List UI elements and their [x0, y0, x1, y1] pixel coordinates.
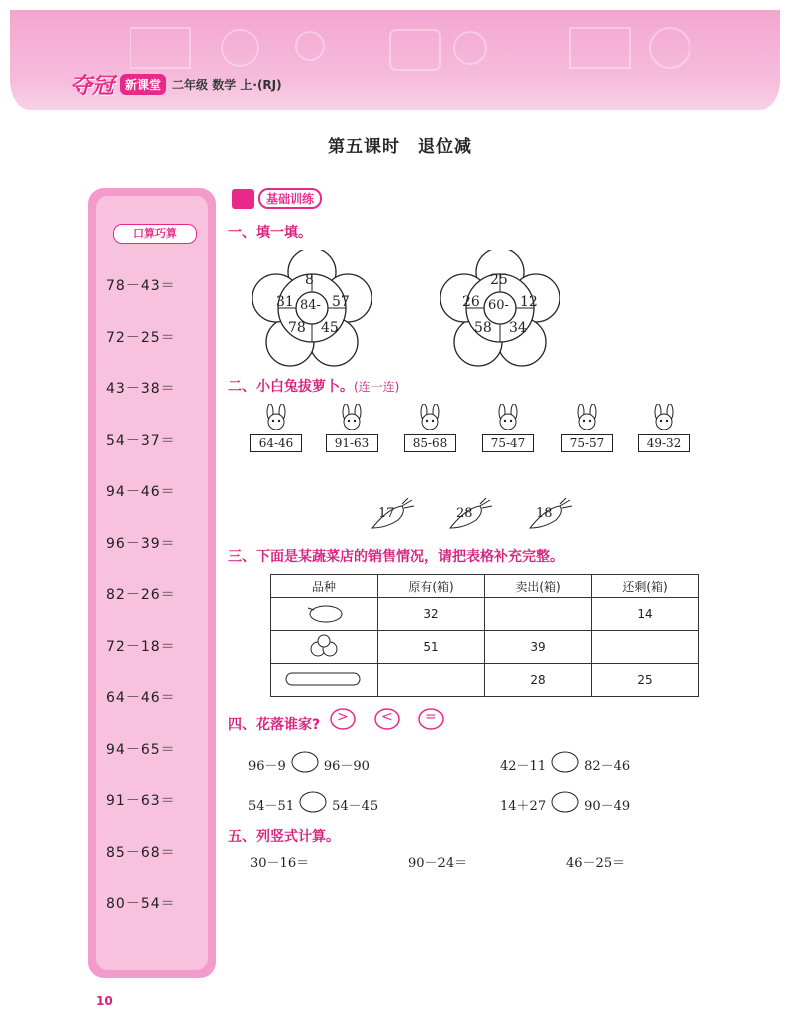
q3-heading: 三、下面是某蔬菜店的销售情况，请把表格补充完整。 — [228, 549, 564, 565]
compare-right: 54－45 — [332, 798, 379, 814]
section-badge-label: 基础训练 — [258, 188, 322, 209]
petal-value: 45 — [321, 320, 339, 336]
bunny-expression: 85-68 — [404, 434, 456, 452]
bunny-expression: 64-46 — [250, 434, 302, 452]
calc-problem: 30－16＝ — [250, 856, 310, 871]
table-header: 原有(箱) — [378, 575, 485, 598]
compare-left: 14＋27 — [500, 798, 547, 814]
petal-value: 58 — [474, 320, 492, 336]
table-cell-original: 32 — [378, 598, 485, 631]
compare-left: 96－9 — [248, 758, 286, 774]
rabbit-icon — [567, 404, 607, 430]
stationery-decor-icon — [130, 18, 690, 78]
table-header: 卖出(箱) — [485, 575, 592, 598]
oral-problem: 54－37＝ — [106, 432, 176, 449]
flower-1 — [252, 250, 372, 370]
bunny-card — [482, 404, 534, 452]
petal-value: 31 — [276, 294, 294, 310]
compare-item — [248, 790, 378, 818]
compare-right: 82－46 — [584, 758, 631, 774]
brand-logo: 夺冠 — [70, 73, 115, 99]
blank-flower-icon[interactable] — [550, 750, 580, 778]
q2-note: (连一连) — [354, 380, 400, 394]
q2-heading-text: 二、小白兔拔萝卜。 — [228, 379, 354, 395]
petal-value: 25 — [490, 272, 508, 288]
book-subtitle: 二年级 数学 上·(RJ) — [172, 77, 282, 92]
bunny-expression: 91-63 — [326, 434, 378, 452]
flower-center: 84- — [300, 298, 321, 313]
q2-heading — [228, 376, 399, 396]
oral-problem: 64－46＝ — [106, 690, 176, 706]
bunny-card — [250, 404, 302, 452]
table-cell-sold — [485, 598, 592, 631]
rabbit-icon — [488, 404, 528, 430]
bunny-card — [326, 404, 378, 452]
oral-problem: 94－65＝ — [106, 741, 176, 758]
tomato-icon — [271, 631, 378, 664]
petal-value: 78 — [288, 320, 306, 336]
compare-item — [248, 750, 370, 778]
symbol-label: < — [381, 709, 393, 725]
table-cell-original — [378, 664, 485, 697]
compare-item — [500, 790, 630, 818]
bunny-expression: 75-57 — [561, 434, 613, 452]
table-cell-left: 14 — [592, 598, 699, 631]
bunny-expression: 49-32 — [638, 434, 690, 452]
petal-value: 26 — [462, 294, 480, 310]
bunny-card — [404, 404, 456, 452]
oral-problem: 94－46＝ — [106, 484, 176, 500]
sidebar-title: 口算巧算 — [113, 224, 197, 244]
oral-problem: 80－54＝ — [106, 896, 176, 912]
brand-sub-logo: 新课堂 — [120, 74, 166, 95]
compare-right: 96－90 — [323, 758, 370, 774]
table-cell-left: 25 — [592, 664, 699, 697]
symbol-label: > — [337, 709, 349, 725]
oral-problem: 78－43＝ — [106, 278, 176, 294]
symbol-flower — [330, 708, 356, 730]
bunny-expression: 75-47 — [482, 434, 534, 452]
carrot-value: 18 — [536, 506, 553, 521]
symbol-flower — [374, 708, 400, 730]
compare-left: 54－51 — [248, 798, 295, 814]
oral-problem: 85－68＝ — [106, 844, 176, 861]
carrot — [526, 498, 574, 530]
calc-problem: 46－25＝ — [566, 856, 626, 871]
carrot — [446, 498, 494, 530]
section-badge — [232, 188, 322, 209]
lesson-title: 第五课时 退位减 — [328, 137, 472, 157]
carrot-value: 28 — [456, 506, 473, 521]
oral-problem: 43－38＝ — [106, 381, 176, 397]
carrot — [368, 498, 416, 530]
petal-value: 8 — [305, 272, 314, 288]
compare-left: 42－11 — [500, 758, 547, 774]
rabbit-icon — [644, 404, 684, 430]
compare-right: 90－49 — [584, 798, 631, 814]
table-cell-original: 51 — [378, 631, 485, 664]
table-row — [271, 598, 699, 631]
table-cell-left — [592, 631, 699, 664]
blank-flower-icon[interactable] — [290, 750, 320, 778]
q5-heading: 五、列竖式计算。 — [228, 829, 340, 845]
table-cell-sold: 28 — [485, 664, 592, 697]
table-header: 品种 — [271, 575, 378, 598]
symbol-label: = — [425, 709, 437, 725]
flower-2 — [440, 250, 560, 370]
bunny-card — [638, 404, 690, 452]
petal-value: 57 — [332, 294, 350, 310]
bunny-card — [561, 404, 613, 452]
petal-value: 12 — [520, 294, 538, 310]
oral-problem: 91－63＝ — [106, 793, 176, 809]
header-logo — [70, 72, 282, 99]
table-row — [271, 664, 699, 697]
sales-table — [270, 574, 699, 697]
cucumber-icon — [271, 664, 378, 697]
compare-item — [500, 750, 630, 778]
rabbit-icon — [332, 404, 372, 430]
symbol-flower — [418, 708, 444, 730]
page-number: 10 — [96, 994, 113, 1008]
q4-heading: 四、花落谁家? — [228, 717, 321, 733]
oral-problem: 72－18＝ — [106, 638, 176, 655]
flower-center: 60- — [488, 298, 509, 313]
oral-problem: 72－25＝ — [106, 329, 176, 346]
table-header: 还剩(箱) — [592, 575, 699, 598]
blank-flower-icon[interactable] — [298, 790, 328, 818]
petal-value: 34 — [509, 320, 527, 336]
book-icon — [232, 189, 254, 209]
table-cell-sold: 39 — [485, 631, 592, 664]
eggplant-icon — [271, 598, 378, 631]
table-row — [271, 631, 699, 664]
calc-problem: 90－24＝ — [408, 856, 468, 871]
rabbit-icon — [256, 404, 296, 430]
blank-flower-icon[interactable] — [550, 790, 580, 818]
oral-problem: 96－39＝ — [106, 535, 176, 552]
oral-problem: 82－26＝ — [106, 587, 176, 603]
rabbit-icon — [410, 404, 450, 430]
carrot-value: 17 — [378, 506, 395, 521]
q1-heading: 一、填一填。 — [228, 225, 312, 241]
